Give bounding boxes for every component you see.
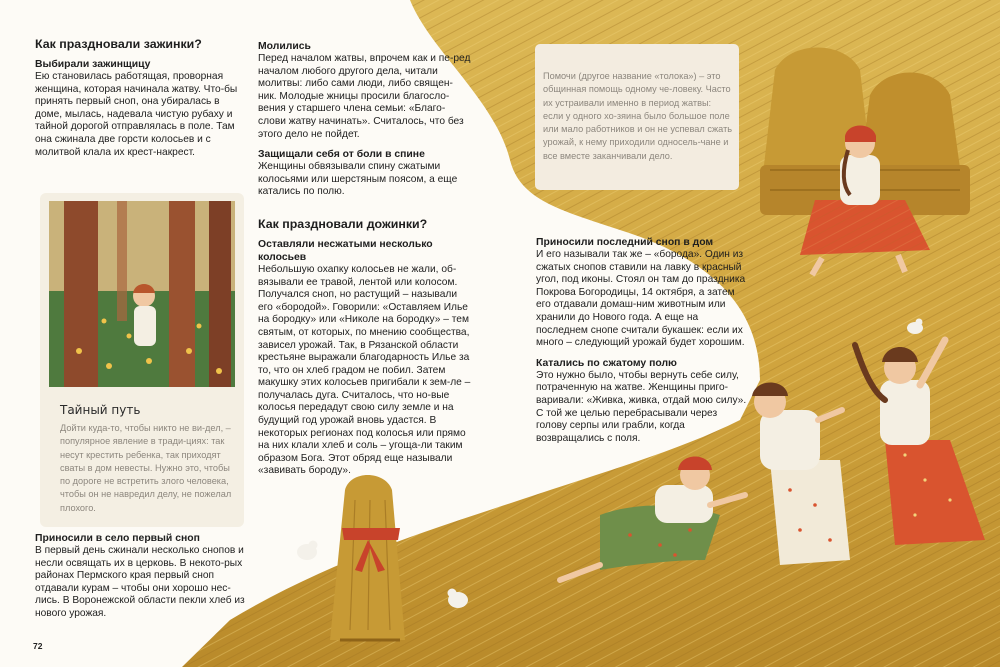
section-title-dozhinki: Как праздновали дожинки? xyxy=(258,216,428,231)
heading-last-sheaf: Приносили последний сноп в дом xyxy=(536,237,714,248)
heading-unharvested: Оставляли несжатыми несколько колосьев xyxy=(258,238,433,263)
column-1-top xyxy=(35,37,249,166)
card-title: Тайный путь xyxy=(60,403,141,417)
heading-prayed: Молились xyxy=(258,41,311,52)
forest-girl-illustration xyxy=(49,201,235,387)
page-number: 72 xyxy=(33,641,43,651)
paragraph-rolling: Это нужно было, чтобы вернуть себе силу, потраченную на жатве. Женщины приго-варивали: «Живка, живка, отдай мою силу». С той же целью перебрасывали через голову серпы или грабли, когда возвращались с поля. xyxy=(536,369,747,444)
paragraph-back-pain: Женщины обвязывали спину сжатыми колосьями или шерстяным поясом, а еще катались по полю. xyxy=(258,161,458,198)
paragraph-last-sheaf: И его называли так же – «борода». Один из сжатых снопов ставили на лавку в красный угол, под иконы. Стоял он там до праздника Покрова Богородицы, 14 октября, а затем его отдавали домаш-ним животным или хранили до Нового года. А еще на последнем снопе считали букашек: если их много – следующий урожай будет хорошим. xyxy=(536,249,746,349)
heading-back-pain: Защищали себя от боли в спине xyxy=(258,149,425,161)
paragraph-first-sheaf: В первый день сжинали несколько снопов и несли освящать их в церковь. В некото-рых районах Пермского края первый сноп отдавали курам – чтобы они хорошо нес-лись. В Воронежской области пекли хлеб из нового урожая. xyxy=(35,545,245,619)
heading-vybirali: Выбирали зажинщицу xyxy=(35,59,151,70)
wheat-sheaf xyxy=(330,475,405,640)
pomochi-note xyxy=(535,44,739,190)
paragraph-prayed: Перед началом жатвы, впрочем как и пе-ред началом любого другого дела, читали молитвы: либо сами люди, либо священ-ник. Молодые жницы просили благосло-вения у старшего члена семьи: «Благо-слови жатву начинать». Считалось, что без этого дело не пойдет. xyxy=(258,53,471,140)
card-text: Дойти куда-то, чтобы никто не ви-дел, – популярное явление в тради-циях: так несут крестить ребенка, так приходят сваты в дом невесты. Нужно это, чтобы по дороге не встретить злого человека, чтобы он не навредил делу, не пожелал плохого. xyxy=(60,423,232,513)
column-1-bottom xyxy=(35,532,249,628)
paragraph-unharvested: Небольшую охапку колосьев не жали, об-вязывали ее травой, лентой или колосом. Получался сноп, но растущий – называли его «бородой». Говорили: «Оставляем Илье на бородку» или «Николе на бородку» – тем святым, от которых, по мнению сообщества, зависел урожай. Так, в Рязанской области крестьяне выражали благодарность Илье за то, что он хлеб градом не побил. Затем макушку этих колосьев пригибали к зем-ле – получалась дуга. Считалось, что но-вые колосья передадут свою силу земле и на будущий год урожай вновь удастся. В некоторых регионах под колосья или прямо на них клали хлеб и соль – угоща-ли таким образом Бога. Этот обряд еще называли «завивать бороду». xyxy=(258,263,471,477)
note-text: Помочи (другое название «толока») – это общинная помощь одному че-ловеку. Часто их устраивали именно в период жатвы: если у одного хо-зяина было большое поле или мало работников и он не успевал сжать урожай, к нему приходили односель-чане и все вместе заканчивали дело. xyxy=(543,71,733,161)
secret-path-card xyxy=(40,193,244,527)
column-3 xyxy=(536,236,750,452)
heading-rolling: Катались по сжатому полю xyxy=(536,357,677,369)
paragraph-vybirali: Ею становилась работящая, проворная женщина, которая начинала жатву. Что-бы принять первый сноп, она убиралась в доме, мылась, надевала чистую рубаху и тайной дорогой отправлялась в поле. Там она сжинала две горсти колосьев и с молитвой клала их крест-накрест. xyxy=(35,71,238,158)
section-title-zazhinki: Как праздновали зажинки? xyxy=(35,37,202,51)
heading-first-sheaf: Приносили в село первый сноп xyxy=(35,533,200,544)
column-2 xyxy=(258,40,471,485)
